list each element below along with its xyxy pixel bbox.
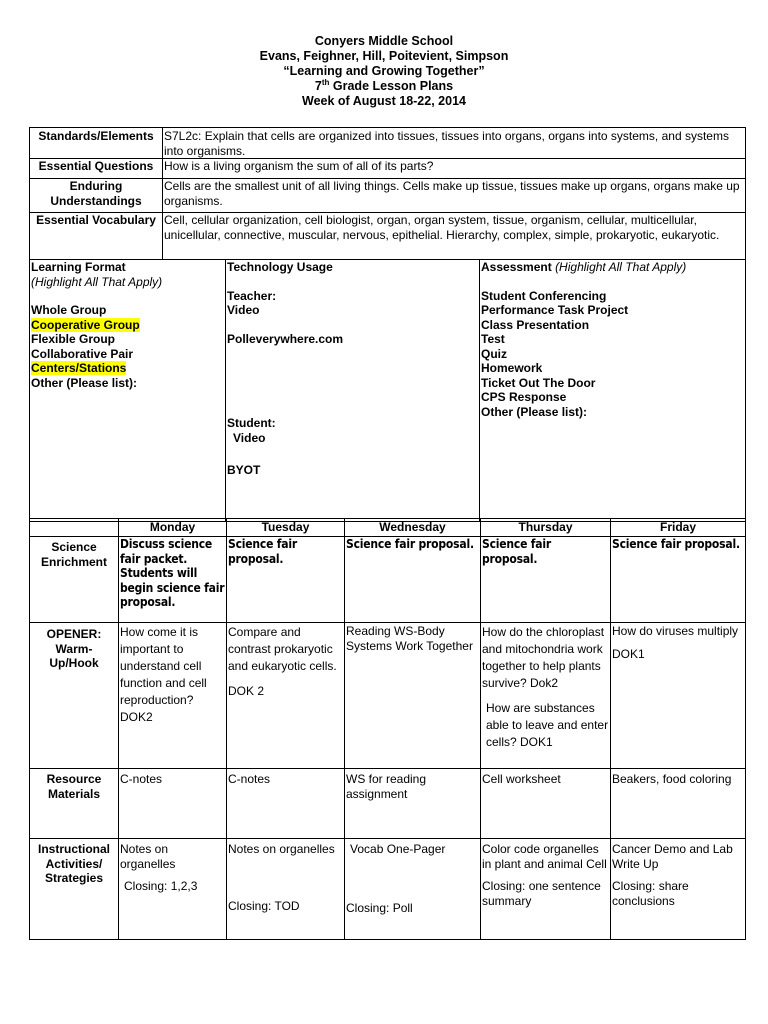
- understandings-text: Cells are the smallest unit of all living things. Cells make up tissue, tissues make up organs, organs make up organisms.: [163, 179, 746, 213]
- schedule-table: [29, 518, 746, 940]
- resource-label: Resource Materials: [30, 769, 119, 839]
- format-collaborative-pair: Collaborative Pair: [31, 346, 134, 361]
- resource-wednesday: WS for reading assignment: [345, 769, 481, 839]
- technology-teacher-label: Teacher:: [227, 288, 277, 303]
- standards-row: [30, 128, 746, 159]
- info-table: [29, 127, 746, 522]
- technology-cell: [226, 260, 480, 522]
- instructional-thursday: Color code organelles in plant and animal Cell Closing: one sentence summary: [481, 839, 611, 940]
- vocabulary-label: Essential Vocabulary: [30, 213, 163, 260]
- resource-friday: Beakers, food coloring: [611, 769, 746, 839]
- opener-label: OPENER: Warm-Up/Hook: [30, 623, 119, 769]
- instructional-friday: Cancer Demo and Lab Write Up Closing: share conclusions: [611, 839, 746, 940]
- opener-row: [30, 623, 746, 769]
- opener-tuesday: Compare and contrast prokaryotic and eukaryotic cells. DOK 2: [227, 623, 345, 769]
- empty-corner: [30, 519, 119, 537]
- assessment-cell: [480, 260, 746, 522]
- questions-text: How is a living organism the sum of all of its parts?: [163, 159, 746, 179]
- assessment-item: Homework: [481, 361, 543, 375]
- resource-monday: C-notes: [119, 769, 227, 839]
- instructional-row: [30, 839, 746, 940]
- school-motto: “Learning and Growing Together”: [283, 64, 485, 78]
- format-cooperative-group: Cooperative Group: [31, 317, 140, 332]
- understandings-label: Enduring Understandings: [30, 179, 163, 213]
- assessment-item: CPS Response: [481, 390, 567, 404]
- opener-monday: How come it is important to understand cell function and cell reproduction? DOK2: [119, 623, 227, 769]
- format-centers-stations: Centers/Stations: [31, 361, 127, 375]
- teacher-names: Evans, Feighner, Hill, Poitevient, Simpson: [259, 49, 509, 63]
- format-whole-group: Whole Group: [31, 303, 107, 317]
- assessment-item: Class Presentation: [481, 317, 590, 332]
- day-wednesday: Wednesday: [345, 519, 481, 537]
- instructional-monday: Notes on organelles Closing: 1,2,3: [119, 839, 227, 940]
- day-friday: Friday: [611, 519, 746, 537]
- instructional-wednesday: Vocab One-Pager Closing: Poll: [345, 839, 481, 940]
- learning-format-title: Learning Format: [31, 260, 126, 274]
- format-flexible-group: Flexible Group: [31, 332, 116, 346]
- technology-polleverywhere: Polleverywhere.com: [227, 331, 344, 346]
- school-name: Conyers Middle School: [314, 34, 454, 48]
- learning-format-cell: [30, 260, 226, 522]
- resource-thursday: Cell worksheet: [481, 769, 611, 839]
- week-line: Week of August 18-22, 2014: [302, 94, 466, 108]
- format-row: [30, 260, 746, 522]
- day-thursday: Thursday: [481, 519, 611, 537]
- standards-label: Standards/Elements: [30, 128, 163, 159]
- grade-title: 7th Grade Lesson Plans: [314, 77, 454, 93]
- resource-tuesday: C-notes: [227, 769, 345, 839]
- instructional-label: Instructional Activities/ Strategies: [30, 839, 119, 940]
- assessment-header: Assessment (Highlight All That Apply): [481, 260, 687, 274]
- assessment-item: Quiz: [481, 346, 507, 361]
- science-wednesday: Science fair proposal.: [345, 537, 481, 623]
- day-monday: Monday: [119, 519, 227, 537]
- vocabulary-row: [30, 213, 746, 260]
- day-tuesday: Tuesday: [227, 519, 345, 537]
- assessment-item: Performance Task Project: [481, 303, 629, 317]
- technology-student-label: Student:: [227, 416, 276, 430]
- technology-student-video: Video: [233, 430, 266, 445]
- science-tuesday: Science fair proposal.: [227, 537, 345, 623]
- assessment-item: Other (Please list):: [481, 404, 588, 419]
- assessment-item: Student Conferencing: [481, 288, 607, 303]
- document-header: [0, 34, 768, 109]
- assessment-item: Test: [481, 332, 505, 346]
- assessment-item: Ticket Out The Door: [481, 375, 596, 390]
- standards-text: S7L2c: Explain that cells are organized into tissues, tissues into organs, organs into systems, and systems into organisms.: [163, 128, 746, 159]
- questions-label: Essential Questions: [30, 159, 163, 179]
- vocabulary-text: Cell, cellular organization, cell biologist, organ, organ system, tissue, organism, cellular, multicellular, unicellular, connective, muscular, nervous, epithelial. Hierarchy, complex, simple, prokaryotic, eukaryotic.: [163, 213, 746, 260]
- understandings-row: [30, 179, 746, 213]
- learning-format-note: (Highlight All That Apply): [31, 274, 163, 289]
- science-row: [30, 537, 746, 623]
- questions-row: [30, 159, 746, 179]
- technology-title: Technology Usage: [227, 260, 333, 274]
- resource-row: [30, 769, 746, 839]
- technology-teacher-video: Video: [227, 303, 260, 317]
- opener-friday: How do viruses multiply DOK1: [611, 623, 746, 769]
- opener-thursday: How do the chloroplast and mitochondria work together to help plants survive? Dok2 How are substances able to leave and enter cells? DOK1: [481, 623, 611, 769]
- format-other: Other (Please list):: [31, 375, 138, 390]
- science-monday: Discuss science fair packet. Students will begin science fair proposal.: [119, 537, 227, 623]
- opener-wednesday: Reading WS-Body Systems Work Together: [345, 623, 481, 769]
- science-friday: Science fair proposal.: [611, 537, 746, 623]
- day-header-row: [30, 519, 746, 537]
- science-label: Science Enrichment: [30, 537, 119, 623]
- technology-byot: BYOT: [227, 463, 261, 477]
- instructional-tuesday: Notes on organelles Closing: TOD: [227, 839, 345, 940]
- science-thursday: Science fair proposal.: [481, 537, 611, 623]
